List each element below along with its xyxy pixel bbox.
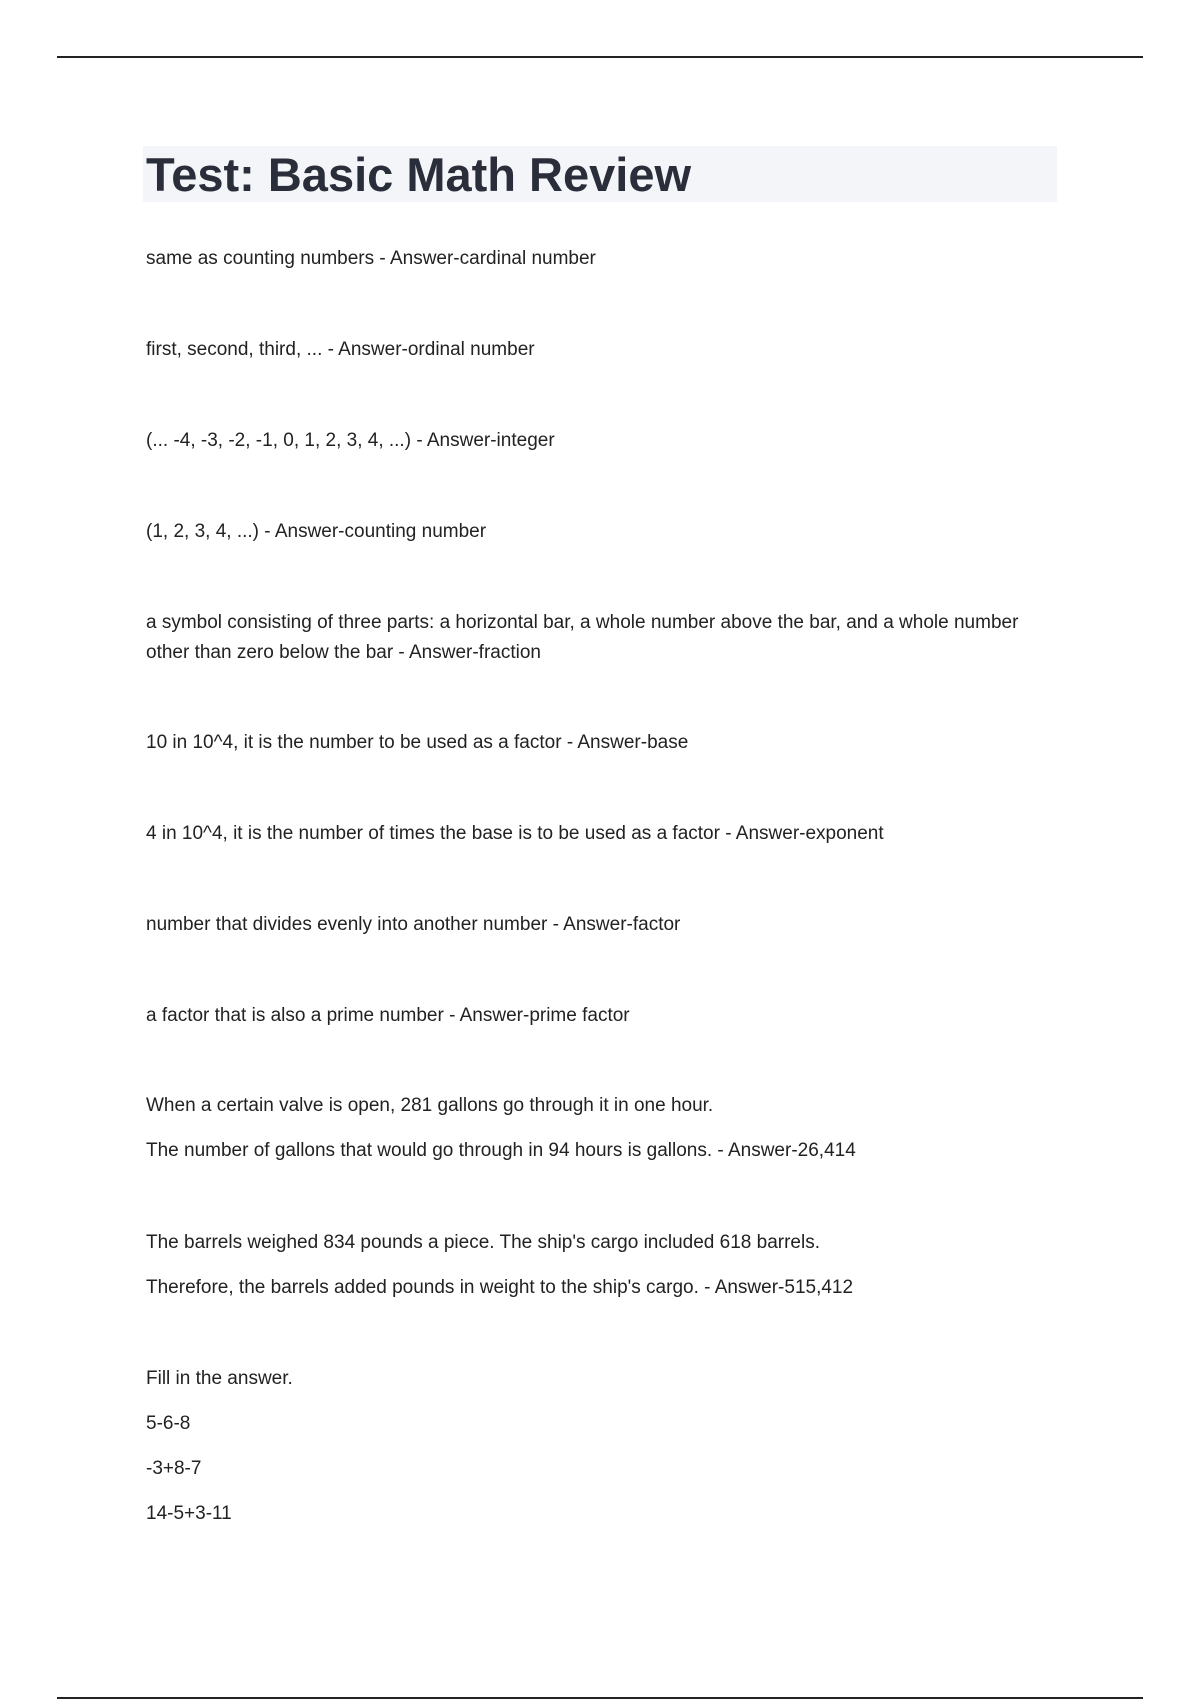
qa-item [146, 819, 1026, 849]
title-band [143, 146, 1057, 202]
qa-item [146, 426, 1026, 456]
qa-line: 14-5+3-11 [146, 1503, 232, 1524]
qa-line: The barrels weighed 834 pounds a piece. The ship's cargo included 618 barrels. [146, 1232, 820, 1253]
qa-line: number that divides evenly into another number - Answer-factor [146, 914, 681, 935]
qa-item [146, 1228, 1026, 1303]
qa-line: a symbol consisting of three parts: a horizontal bar, a whole number above the bar, and a whole number other than zero below the bar - Answer-fraction [146, 612, 1019, 663]
qa-line: first, second, third, ... - Answer-ordinal number [146, 339, 535, 360]
qa-line: 5-6-8 [146, 1413, 191, 1434]
qa-line: 10 in 10^4, it is the number to be used as a factor - Answer-base [146, 732, 689, 753]
qa-line: a factor that is also a prime number - Answer-prime factor [146, 1005, 630, 1026]
qa-item [146, 910, 1026, 940]
qa-line: Therefore, the barrels added pounds in weight to the ship's cargo. - Answer-515,412 [146, 1277, 854, 1298]
qa-item [146, 1091, 1026, 1166]
qa-line: same as counting numbers - Answer-cardinal number [146, 248, 596, 269]
bottom-rule [57, 1697, 1143, 1699]
qa-line: 4 in 10^4, it is the number of times the base is to be used as a factor - Answer-exponent [146, 823, 884, 844]
qa-line: Fill in the answer. [146, 1368, 293, 1389]
qa-item [146, 728, 1026, 758]
qa-line: -3+8-7 [146, 1458, 202, 1479]
qa-item [146, 608, 1026, 668]
top-rule [57, 56, 1143, 58]
qa-line: (1, 2, 3, 4, ...) - Answer-counting number [146, 521, 487, 542]
qa-line: When a certain valve is open, 281 gallons go through it in one hour. [146, 1095, 714, 1116]
qa-line: The number of gallons that would go through in 94 hours is gallons. - Answer-26,414 [146, 1140, 856, 1161]
qa-item [146, 244, 1026, 274]
qa-item [146, 1001, 1026, 1031]
qa-item [146, 335, 1026, 365]
qa-item [146, 1364, 1026, 1529]
page-title: Test: Basic Math Review [146, 147, 692, 201]
qa-item [146, 517, 1026, 547]
qa-line: (... -4, -3, -2, -1, 0, 1, 2, 3, 4, ...) - Answer-integer [146, 430, 555, 451]
